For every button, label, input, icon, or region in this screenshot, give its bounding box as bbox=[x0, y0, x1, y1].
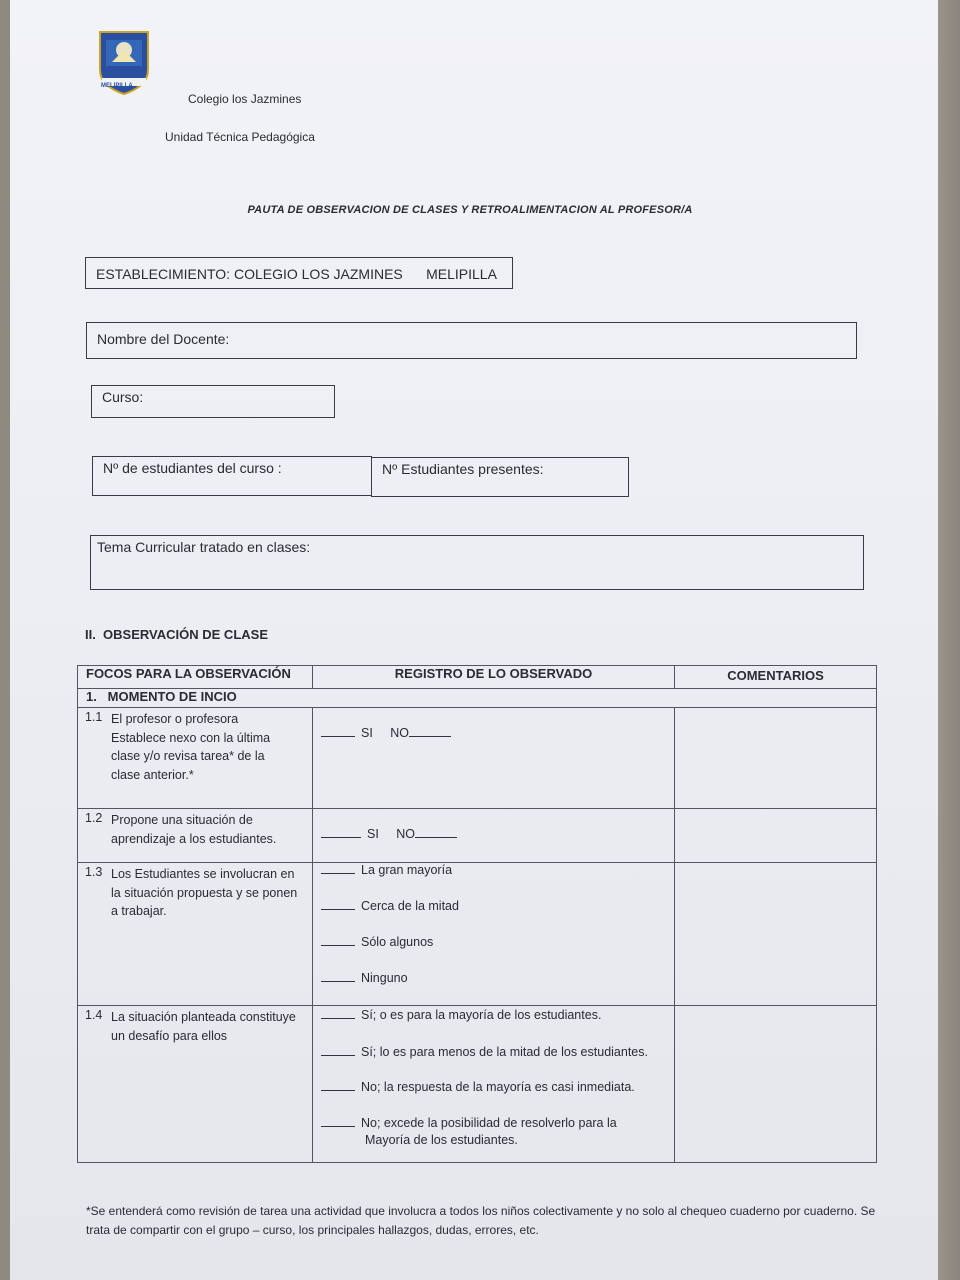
focus-text: Los Estudiantes se involucran en la situación propuesta y se ponen a trabajar. bbox=[111, 867, 298, 918]
comentarios-cell[interactable] bbox=[675, 1006, 877, 1163]
unit-name: Unidad Técnica Pedagógica bbox=[165, 130, 315, 144]
header-focos: FOCOS PARA LA OBSERVACIÓN bbox=[78, 666, 313, 689]
option-item[interactable] bbox=[321, 899, 459, 913]
focus-text: El profesor o profesora Establece nexo con la última clase y/o revisa tarea* de la clase anterior.* bbox=[111, 712, 271, 782]
table-row bbox=[78, 809, 877, 863]
row-number: 1.2 bbox=[85, 811, 103, 825]
document-title: PAUTA DE OBSERVACION DE CLASES Y RETROALIMENTACION AL PROFESOR/A bbox=[247, 204, 693, 216]
momento-inicio-header: 1. MOMENTO DE INCIO bbox=[78, 689, 877, 708]
option-label: Cerca de la mitad bbox=[361, 899, 459, 913]
num-estudiantes-label: Nº de estudiantes del curso : bbox=[103, 460, 282, 476]
registro-cell bbox=[313, 809, 675, 863]
table-row bbox=[78, 863, 877, 1006]
si-label: SI bbox=[367, 827, 379, 841]
option-item[interactable] bbox=[321, 1045, 648, 1059]
comentarios-cell[interactable] bbox=[675, 809, 877, 863]
focus-cell bbox=[78, 863, 313, 1006]
focus-text: La situación planteada constituye un desafío para ellos bbox=[111, 1010, 296, 1043]
num-estudiantes-field[interactable] bbox=[92, 456, 372, 496]
docente-label: Nombre del Docente: bbox=[97, 331, 230, 347]
option-label: Sólo algunos bbox=[361, 935, 434, 949]
option-item[interactable] bbox=[321, 1008, 601, 1022]
presentes-field[interactable] bbox=[371, 457, 629, 497]
option-label: Sí; lo es para menos de la mitad de los estudiantes. bbox=[361, 1045, 648, 1059]
school-name: Colegio los Jazmines bbox=[188, 92, 302, 106]
si-label: SI bbox=[361, 726, 373, 740]
tema-label: Tema Curricular tratado en clases: bbox=[97, 539, 311, 555]
focus-cell bbox=[78, 1006, 313, 1163]
no-label: NO bbox=[390, 726, 409, 740]
comentarios-cell[interactable] bbox=[675, 708, 877, 809]
option-item[interactable] bbox=[321, 1080, 635, 1094]
table-row bbox=[78, 708, 877, 809]
curso-label: Curso: bbox=[102, 389, 144, 405]
si-no-option[interactable] bbox=[321, 726, 451, 740]
row-number: 1.3 bbox=[85, 865, 103, 879]
row-number: 1.4 bbox=[85, 1008, 103, 1022]
focus-cell bbox=[78, 708, 313, 809]
table-header-row bbox=[78, 666, 877, 689]
no-label: NO bbox=[396, 827, 415, 841]
header-registro: REGISTRO DE LO OBSERVADO bbox=[313, 666, 675, 689]
curso-field[interactable] bbox=[91, 385, 335, 418]
establecimiento-box bbox=[85, 257, 513, 289]
option-label: No; la respuesta de la mayoría es casi inmediata. bbox=[361, 1080, 635, 1094]
establecimiento-label: ESTABLECIMIENTO: COLEGIO LOS JAZMINES MELIPILLA bbox=[96, 266, 497, 282]
si-no-option[interactable] bbox=[321, 827, 457, 841]
header-comentarios: COMENTARIOS bbox=[675, 666, 877, 689]
comentarios-cell[interactable] bbox=[675, 863, 877, 1006]
option-continuation: Mayoría de los estudiantes. bbox=[365, 1133, 518, 1147]
docente-field[interactable] bbox=[86, 322, 857, 359]
section-title: II. OBSERVACIÓN DE CLASE bbox=[85, 627, 268, 642]
tema-field[interactable] bbox=[90, 535, 864, 590]
registro-cell bbox=[313, 863, 675, 1006]
logo-caption: MELIPILLA bbox=[101, 83, 133, 89]
option-item[interactable] bbox=[321, 935, 433, 949]
focus-text: Propone una situación de aprendizaje a los estudiantes. bbox=[111, 813, 277, 846]
option-label: No; excede la posibilidad de resolverlo para la bbox=[361, 1116, 617, 1130]
footnote: *Se entenderá como revisión de tarea una actividad que involucra a todos los niños colectivamente y no solo al chequeo cuaderno por cuaderno. Se trata de compartir con el grupo – curso, los principales hallazgos, dudas, errores, etc. bbox=[86, 1204, 876, 1237]
registro-cell bbox=[313, 708, 675, 809]
presentes-label: Nº Estudiantes presentes: bbox=[382, 461, 544, 477]
option-item[interactable] bbox=[321, 971, 408, 985]
option-label: Sí; o es para la mayoría de los estudiantes. bbox=[361, 1008, 602, 1022]
observation-table bbox=[77, 665, 877, 1163]
option-item[interactable] bbox=[321, 1116, 617, 1130]
option-label: Ninguno bbox=[361, 971, 408, 985]
background-edge bbox=[938, 0, 960, 1280]
option-label: La gran mayoría bbox=[361, 863, 453, 877]
focus-cell bbox=[78, 809, 313, 863]
option-item[interactable] bbox=[321, 863, 452, 877]
table-row bbox=[78, 1006, 877, 1163]
registro-cell bbox=[313, 1006, 675, 1163]
row-number: 1.1 bbox=[85, 710, 103, 724]
